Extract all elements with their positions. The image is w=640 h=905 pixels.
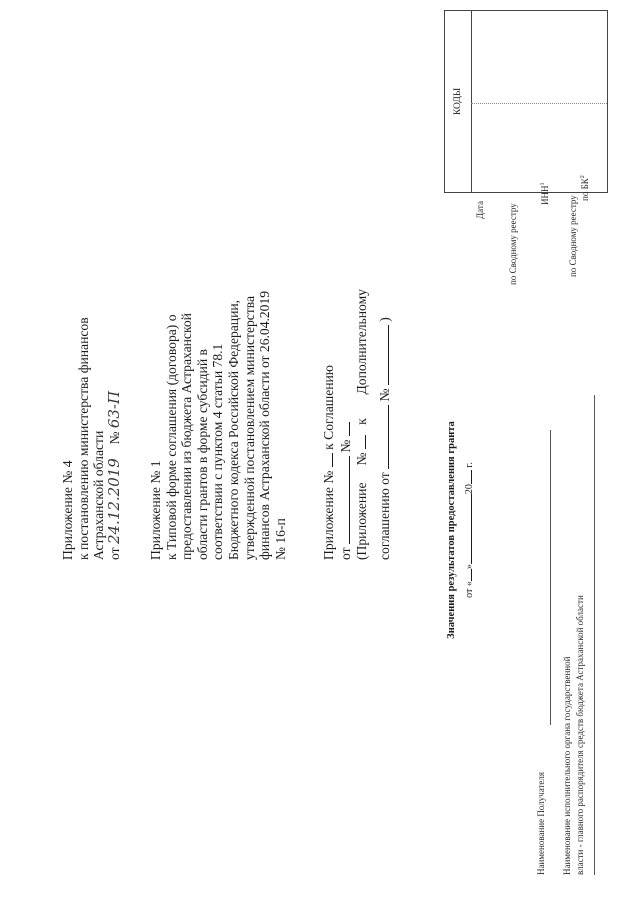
label: Приложение №	[321, 470, 336, 560]
blank-field	[337, 422, 350, 436]
column-divider	[471, 103, 607, 104]
footnote: 1	[540, 182, 546, 186]
appendix-agreement-line3	[353, 289, 370, 560]
form-date-line	[461, 340, 475, 720]
row-label-registry-2: по Сводному реестру	[568, 195, 578, 277]
authority-line	[594, 395, 595, 875]
appendix-agreement-line1	[320, 289, 337, 560]
authority-label-line2: власти - главного распорядителя средств бюджета Астраханской области	[575, 595, 585, 875]
blank-field	[376, 325, 389, 385]
label: к	[354, 418, 370, 425]
blank-field	[320, 453, 333, 467]
appendix-4-line2: к постановлению министерства финансов	[75, 317, 91, 560]
appendix-1-line: утвержденной постановлением министерства	[241, 295, 257, 560]
appendix-4-title: Приложение № 4	[60, 460, 75, 560]
date-prefix: от	[106, 547, 122, 560]
row-label-registry: по Сводному реестру	[508, 203, 518, 285]
appendix-agreement-line4	[376, 289, 393, 560]
blank-field	[461, 494, 472, 564]
label: соглашению от	[376, 472, 392, 560]
form-title: Значения результатов предоставления гранта	[446, 421, 457, 639]
label: )	[376, 317, 392, 322]
appendix-1-line: предоставлении из бюджета Астраханской	[179, 313, 195, 560]
row-label-date: Дата	[475, 201, 485, 219]
appendix-1-line: области грантов в форме субсидий в	[194, 349, 210, 560]
row-label-inn	[540, 183, 550, 206]
footnote: 2	[580, 175, 586, 179]
label: по БК	[580, 178, 590, 201]
handwritten-number: 63-П	[104, 390, 123, 429]
appendix-1-line: к Типовой форме соглашения (договора) о	[163, 314, 179, 560]
authority-label-line1: Наименование исполнительного органа государственной	[562, 656, 572, 875]
codes-header: КОДЫ	[445, 11, 472, 192]
label: 20	[464, 484, 475, 495]
row-label-bk	[580, 175, 590, 201]
label: от «	[464, 581, 475, 598]
label: №	[354, 452, 370, 466]
blank-field	[353, 435, 366, 449]
appendix-1-line: № 16-п	[272, 518, 288, 560]
label: г.	[464, 462, 475, 468]
label: №	[376, 388, 392, 402]
label: ИНН	[540, 185, 550, 205]
appendix-4-date-line	[104, 317, 123, 560]
appendix-4-line3: Астраханской области	[91, 430, 107, 560]
codes-table	[444, 10, 608, 193]
appendix-1-line: финансов Астраханской области от 26.04.2019	[257, 290, 273, 560]
label: к Соглашению	[321, 365, 336, 450]
appendix-agreement-line2	[337, 289, 354, 560]
appendix-1-block	[148, 291, 288, 560]
appendix-4-block	[60, 317, 122, 560]
label: »	[464, 564, 475, 570]
blank-field	[337, 456, 350, 544]
label: №	[337, 439, 353, 453]
blank-field	[461, 470, 472, 484]
recipient-line	[550, 430, 551, 725]
appendix-1-line: Бюджетного кодекса Российской Федерации,	[225, 299, 241, 560]
label: Дополнительному	[354, 289, 370, 395]
blank-field	[461, 569, 472, 581]
appendix-agreement-block	[320, 289, 392, 560]
handwritten-date: 24.12.2019	[104, 458, 123, 545]
blank-field	[376, 405, 389, 469]
number-prefix: №	[106, 431, 122, 445]
appendix-1-line: Приложение № 1	[148, 460, 163, 560]
appendix-1-line: соответствии с пунктом 4 статьи 78.1	[210, 343, 226, 560]
recipient-label: Наименование Получателя	[536, 771, 546, 875]
label: от	[337, 547, 353, 560]
label: (Приложение	[354, 482, 370, 560]
